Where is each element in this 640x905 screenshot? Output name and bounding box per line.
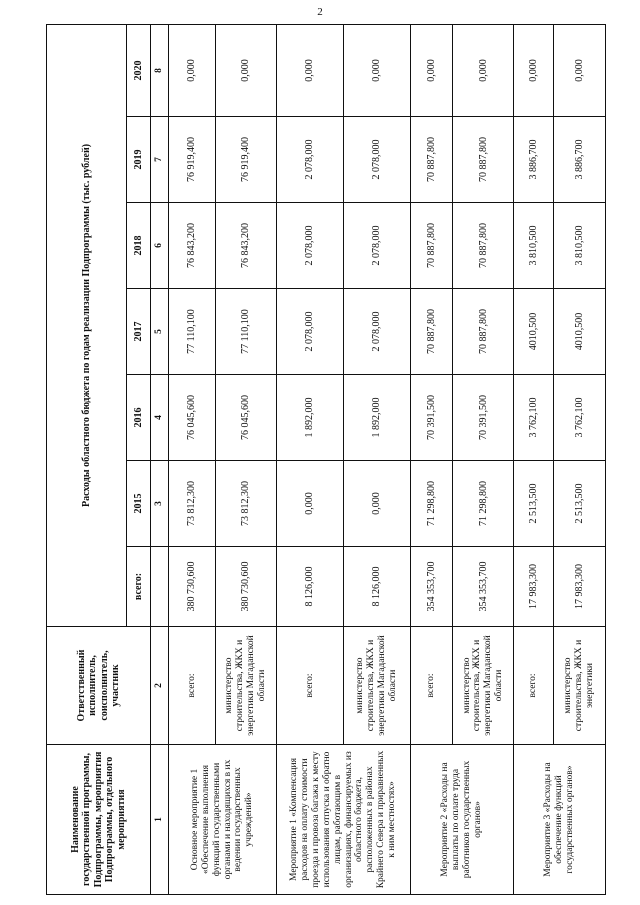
col-number: 3	[151, 461, 169, 547]
value-2020: 0,000	[215, 24, 276, 116]
responsible: министерство строительства, ЖКХ и энергетики Магаданской области	[215, 627, 276, 745]
value-2018: 3 810,500	[514, 203, 554, 289]
page-number: 2	[317, 6, 323, 18]
value-2015: 0,000	[344, 461, 411, 547]
value-total: 380 730,600	[215, 547, 276, 627]
value-2016: 1 892,000	[344, 375, 411, 461]
value-2015: 2 513,500	[514, 461, 554, 547]
header-responsible: Ответственный исполнитель, соисполнитель, участник	[47, 627, 151, 745]
value-2016: 76 045,600	[169, 375, 216, 461]
value-total: 354 353,700	[411, 547, 453, 627]
value-2017: 2 078,000	[277, 289, 344, 375]
header-year-2017: 2017	[127, 289, 151, 375]
header-total: всего:	[127, 547, 151, 627]
value-2018: 76 843,200	[215, 203, 276, 289]
value-2017: 4010,500	[554, 289, 606, 375]
responsible: всего:	[169, 627, 216, 745]
header-year-2018: 2018	[127, 203, 151, 289]
group-name: Основное мероприятие 1 «Обеспечение выполнения функций государственными органами и находящихся в их ведении государственных учреждений»	[169, 745, 277, 895]
value-2018: 2 078,000	[344, 203, 411, 289]
budget-table	[46, 24, 606, 895]
value-2020: 0,000	[277, 24, 344, 116]
group-name: Мероприятие 3 «Расходы на обеспечение функций государственных органов»	[514, 745, 606, 895]
value-2019: 76 919,400	[215, 117, 276, 203]
value-2015: 71 298,800	[453, 461, 514, 547]
group-name: Мероприятие 2 «Расходы на выплаты по оплате труда работников государственных органов»	[411, 745, 514, 895]
value-2018: 76 843,200	[169, 203, 216, 289]
header-year-2016: 2016	[127, 375, 151, 461]
rotated-table-container	[46, 25, 606, 895]
responsible: всего:	[514, 627, 554, 745]
responsible: всего:	[277, 627, 344, 745]
header-year-2019: 2019	[127, 117, 151, 203]
col-number: 8	[151, 24, 169, 116]
value-2020: 0,000	[169, 24, 216, 116]
group-name: Мероприятие 1 «Компенсация расходов на оплату стоимости проезда и провоза багажа к месту использования отпуска и обратно лицам, работающим в организациях, финансируемых из областного бюджета, расположенных в районах Крайнего Севера и приравненных к ним местностях»	[277, 745, 411, 895]
value-2020: 0,000	[453, 24, 514, 116]
value-2017: 77 110,100	[169, 289, 216, 375]
responsible: министерство строительства, ЖКХ и энергетики Магаданской области	[344, 627, 411, 745]
value-2017: 70 887,800	[453, 289, 514, 375]
value-total: 17 983,300	[514, 547, 554, 627]
value-2019: 2 078,000	[344, 117, 411, 203]
value-2015: 71 298,800	[411, 461, 453, 547]
responsible: всего:	[411, 627, 453, 745]
responsible: министерство строительства, ЖКХ и энергетики Магаданской области	[453, 627, 514, 745]
value-2017: 70 887,800	[411, 289, 453, 375]
value-total: 380 730,600	[169, 547, 216, 627]
value-2018: 70 887,800	[453, 203, 514, 289]
header-expenses: Расходы областного бюджета по годам реализации Подпрограммы (тыс. рублей)	[47, 24, 127, 626]
value-2015: 2 513,500	[554, 461, 606, 547]
value-2019: 70 887,800	[411, 117, 453, 203]
value-2019: 3 886,700	[514, 117, 554, 203]
col-number: 6	[151, 203, 169, 289]
value-2020: 0,000	[344, 24, 411, 116]
header-year-2015: 2015	[127, 461, 151, 547]
value-2020: 0,000	[514, 24, 554, 116]
value-2019: 76 919,400	[169, 117, 216, 203]
value-2019: 3 886,700	[554, 117, 606, 203]
value-2018: 3 810,500	[554, 203, 606, 289]
value-2016: 3 762,100	[554, 375, 606, 461]
value-total: 17 983,300	[554, 547, 606, 627]
value-2015: 73 812,300	[215, 461, 276, 547]
value-2018: 2 078,000	[277, 203, 344, 289]
header-year-2020: 2020	[127, 24, 151, 116]
value-2016: 70 391,500	[411, 375, 453, 461]
value-2017: 77 110,100	[215, 289, 276, 375]
col-number: 4	[151, 375, 169, 461]
col-number: 1	[151, 745, 169, 895]
value-2015: 73 812,300	[169, 461, 216, 547]
value-2016: 76 045,600	[215, 375, 276, 461]
col-number: 5	[151, 289, 169, 375]
col-number: 7	[151, 117, 169, 203]
value-total: 354 353,700	[453, 547, 514, 627]
value-2019: 70 887,800	[453, 117, 514, 203]
value-2017: 2 078,000	[344, 289, 411, 375]
header-name: Наименование государственной программы, Подпрограммы, мероприятия Подпрограммы, отдельного мероприятия	[47, 745, 151, 895]
value-2020: 0,000	[554, 24, 606, 116]
value-2018: 70 887,800	[411, 203, 453, 289]
value-total: 8 126,000	[277, 547, 344, 627]
value-2017: 4010,500	[514, 289, 554, 375]
value-2020: 0,000	[411, 24, 453, 116]
value-2016: 70 391,500	[453, 375, 514, 461]
value-total: 8 126,000	[344, 547, 411, 627]
value-2015: 0,000	[277, 461, 344, 547]
value-2016: 1 892,000	[277, 375, 344, 461]
responsible: министерство строительства, ЖКХ и энергетики	[554, 627, 606, 745]
value-2019: 2 078,000	[277, 117, 344, 203]
value-2016: 3 762,100	[514, 375, 554, 461]
col-number: 2	[151, 627, 169, 745]
